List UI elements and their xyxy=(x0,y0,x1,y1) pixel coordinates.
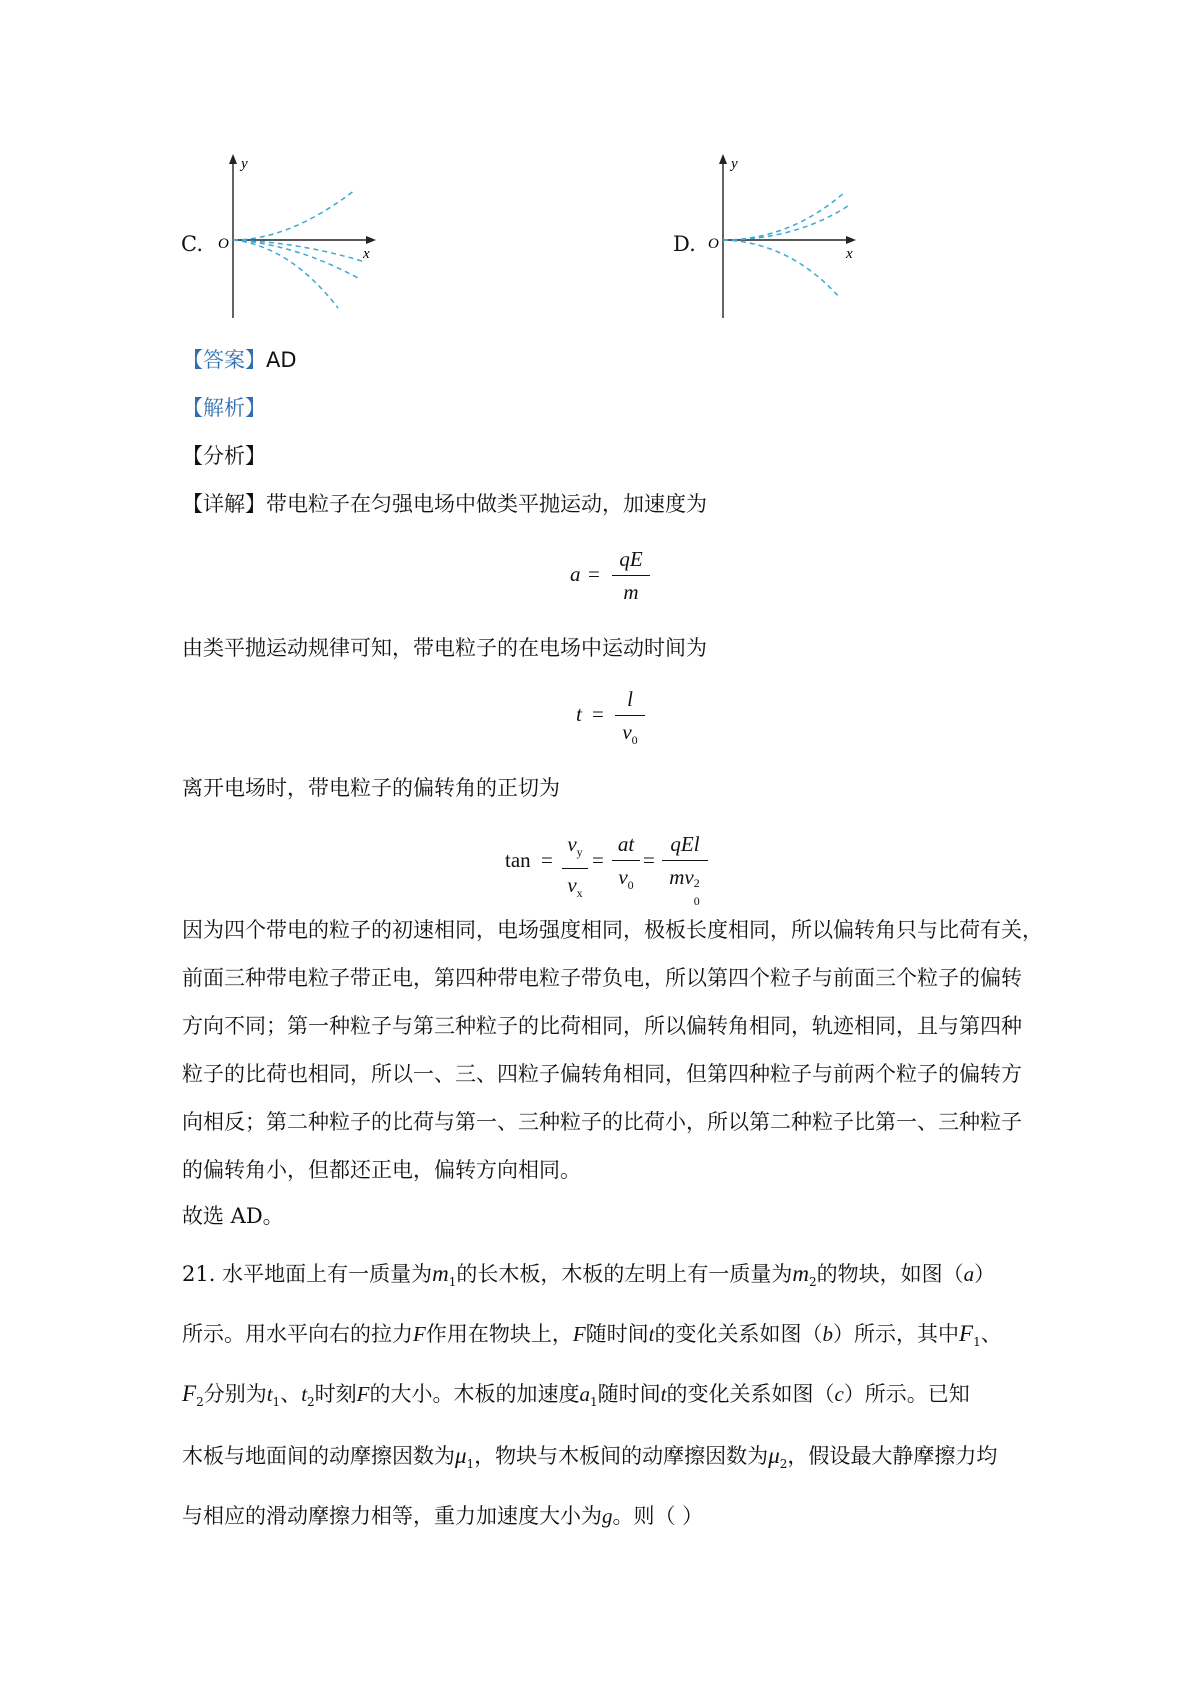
q21-line-2: 所示。用水平向右的拉力F作用在物块上，F随时间t的变化关系如图（b）所示，其中$F_1$、 xyxy=(182,1321,1002,1350)
paragraph-line: 粒子的比荷也相同，所以一、三、四粒子偏转角相同，但第四种粒子与前两个粒子的偏转方 xyxy=(182,1062,1022,1086)
q21-line-3: $F_2$分别为$t_1$、$t_2$时刻F的大小。木板的加速度$a_1$随时间t的变化关系如图（c）所示。已知 xyxy=(182,1381,970,1410)
y-label: y xyxy=(241,156,248,172)
line-tan-intro: 离开电场时，带电粒子的偏转角的正切为 xyxy=(182,776,560,800)
eq3-frac1: $v_y$ $v_x$ xyxy=(562,831,588,906)
eq3-lhs: tan xyxy=(505,848,531,872)
answer-tag: 【答案】 xyxy=(182,348,266,372)
paragraph-line: 因为四个带电的粒子的初速相同，电场强度相同，极板长度相同，所以偏转角只与比荷有关， xyxy=(182,918,1043,942)
paragraph-line: 方向不同；第一种粒子与第三种粒子的比荷相同，所以偏转角相同，轨迹相同，且与第四种 xyxy=(182,1014,1022,1038)
eq1-lhs: a xyxy=(570,562,581,586)
detail-tag: 【详解】 xyxy=(182,492,266,516)
origin-label: O xyxy=(218,236,229,252)
curve-up-2 xyxy=(723,206,848,240)
x-label: x xyxy=(846,246,853,262)
option-c-label: C. xyxy=(181,232,203,256)
x-axis-arrow xyxy=(366,236,376,244)
conclusion: 故选 AD。 xyxy=(182,1204,284,1228)
q21-line-5: 与相应的滑动摩擦力相等，重力加速度大小为g。则（ ） xyxy=(182,1504,704,1528)
option-d-label: D. xyxy=(673,232,696,256)
eq3-frac2: at $v_0$ xyxy=(612,831,640,898)
eq1-num: qE xyxy=(619,547,643,571)
y-axis-arrow xyxy=(719,154,727,164)
eq3-frac3: qEl mv 2 0 xyxy=(662,831,708,890)
eq1-fraction xyxy=(612,546,650,605)
curve-up-1 xyxy=(723,192,845,240)
paragraph-line: 前面三种带电粒子带正电，第四种带电粒子带负电，所以第四个粒子与前面三个粒子的偏转 xyxy=(182,966,1022,990)
eq2-fraction: l $v_0$ xyxy=(615,686,645,753)
origin-label: O xyxy=(708,236,719,252)
x-axis-arrow xyxy=(846,236,856,244)
fenxi-tag: 【分析】 xyxy=(182,444,266,468)
y-axis-arrow xyxy=(229,154,237,164)
curve-down-3 xyxy=(233,240,338,308)
eq2-num: l xyxy=(627,687,633,711)
analysis-tag: 【解析】 xyxy=(182,396,266,420)
curve-down xyxy=(723,240,840,298)
curve-up xyxy=(233,190,355,240)
paragraph-line: 的偏转角小，但都还正电，偏转方向相同。 xyxy=(182,1158,581,1182)
paragraph-line: 向相反；第二种粒子的比荷与第一、三种粒子的比荷小，所以第二种粒子比第一、三种粒子 xyxy=(182,1110,1022,1134)
option-d-graph xyxy=(690,150,870,320)
q21-line-4: 木板与地面间的动摩擦因数为$\mu_1$，物块与木板间的动摩擦因数为$\mu_2$，假设最大静摩擦力均 xyxy=(182,1443,998,1472)
eq1-den: m xyxy=(623,580,639,604)
detail-text: 带电粒子在匀强电场中做类平抛运动，加速度为 xyxy=(266,492,707,516)
curve-down-2 xyxy=(233,240,358,278)
y-label: y xyxy=(731,156,738,172)
eq2-lhs: t xyxy=(576,702,582,726)
option-c-graph xyxy=(200,150,380,320)
x-label: x xyxy=(363,246,370,262)
line-time-intro: 由类平抛运动规律可知，带电粒子的在电场中运动时间为 xyxy=(182,636,707,660)
eq2-den: v xyxy=(622,720,632,744)
q21-line-1: 21. 水平地面上有一质量为$m_1$的长木板，木板的左明上有一质量为$m_2$的物块，如图（a） xyxy=(182,1261,996,1290)
answer-value: AD xyxy=(266,348,297,372)
detail-line xyxy=(182,492,707,516)
answer-line xyxy=(182,348,297,372)
